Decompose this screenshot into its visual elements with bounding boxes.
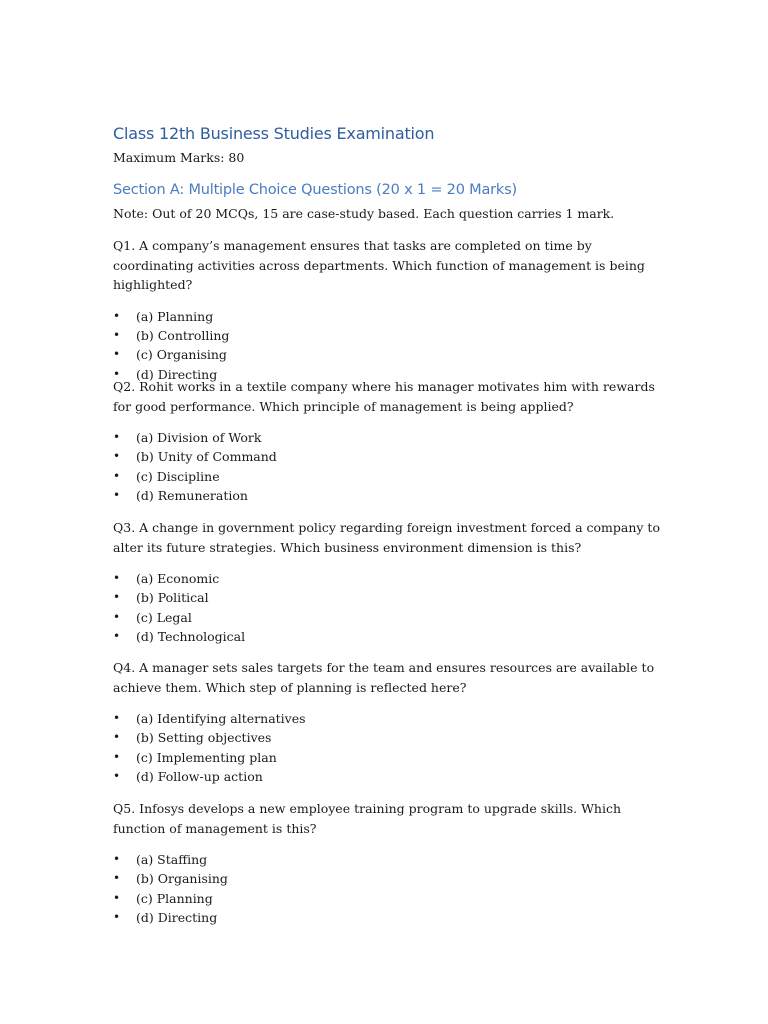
question-3 [113, 518, 673, 647]
bullet-icon: • [113, 366, 121, 381]
question-text: Q1. A company’s management ensures that tasks are completed on time by coordinating activities across departments. Which function of management is being highlighted? [113, 238, 645, 292]
option-item [113, 728, 673, 747]
question-4 [113, 658, 673, 787]
bullet-icon: • [113, 449, 121, 464]
option-label: (a) Division of Work [136, 430, 262, 445]
bullet-icon: • [113, 769, 121, 784]
bullet-icon: • [113, 327, 121, 342]
option-label: (c) Implementing plan [136, 749, 277, 765]
option-label: (b) Controlling [136, 327, 230, 343]
option-list [113, 307, 673, 385]
option-item [113, 569, 673, 588]
bullet-icon: • [113, 590, 121, 605]
question-text: Q4. A manager sets sales targets for the team and ensures resources are available to achieve them. Which step of planning is reflected here? [113, 660, 655, 695]
option-item [113, 889, 673, 908]
bullet-icon: • [113, 468, 121, 483]
bullet-icon: • [113, 749, 121, 764]
option-list [113, 709, 673, 787]
question-2 [113, 377, 673, 506]
option-label: (b) Organising [136, 871, 228, 887]
option-list [113, 428, 673, 506]
section-note: Note: Out of 20 MCQs, 15 are case-study based. Each question carries 1 mark. [113, 206, 615, 221]
option-item [113, 428, 673, 447]
option-label: (c) Legal [136, 609, 192, 625]
option-item [113, 908, 673, 927]
option-item [113, 307, 673, 326]
option-list [113, 569, 673, 647]
question-1 [113, 236, 673, 384]
bullet-icon: • [113, 488, 121, 503]
option-list [113, 850, 673, 928]
section-a-heading: Section A: Multiple Choice Questions (20 x 1 = 20 Marks) [113, 182, 517, 198]
option-item [113, 486, 673, 505]
option-label: (b) Political [136, 590, 209, 606]
option-item [113, 748, 673, 767]
option-item [113, 869, 673, 888]
bullet-icon: • [113, 308, 121, 323]
question-text: Q5. Infosys develops a new employee training program to upgrade skills. Which function of management is this? [113, 801, 622, 836]
bullet-icon: • [113, 571, 121, 585]
option-label: (d) Directing [136, 910, 218, 926]
question-text: Q2. Rohit works in a textile company where his manager motivates him with rewards for good performance. Which principle of management is being applied? [113, 379, 655, 414]
option-item [113, 767, 673, 786]
option-label: (c) Discipline [136, 468, 220, 484]
bullet-icon: • [113, 609, 121, 624]
option-label: (b) Setting objectives [136, 730, 272, 746]
option-item [113, 447, 673, 466]
bullet-icon: • [113, 852, 121, 866]
option-label: (a) Economic [136, 571, 220, 586]
option-item [113, 326, 673, 345]
bullet-icon: • [113, 730, 121, 745]
maximum-marks: Maximum Marks: 80 [113, 150, 245, 165]
option-item [113, 850, 673, 869]
bullet-icon: • [113, 629, 121, 644]
option-item [113, 588, 673, 607]
bullet-icon: • [113, 711, 121, 725]
bullet-icon: • [113, 890, 121, 905]
option-item [113, 467, 673, 486]
option-label: (b) Unity of Command [136, 449, 277, 465]
option-item [113, 709, 673, 728]
option-item [113, 345, 673, 364]
bullet-icon: • [113, 910, 121, 925]
option-item [113, 608, 673, 627]
bullet-icon: • [113, 347, 121, 362]
option-label: (a) Staffing [136, 852, 208, 867]
document-title: Class 12th Business Studies Examination [113, 124, 435, 143]
option-label: (a) Identifying alternatives [136, 711, 306, 726]
option-label: (d) Technological [136, 629, 246, 645]
option-label: (a) Planning [136, 308, 214, 324]
question-5 [113, 799, 673, 928]
option-item [113, 627, 673, 646]
bullet-icon: • [113, 430, 121, 444]
option-label: (d) Directing [136, 366, 218, 382]
bullet-icon: • [113, 871, 121, 886]
option-label: (d) Remuneration [136, 488, 248, 504]
question-text: Q3. A change in government policy regarding foreign investment forced a company to alter its future strategies. Which business environment dimension is this? [113, 520, 660, 555]
option-label: (c) Planning [136, 890, 213, 906]
option-label: (c) Organising [136, 347, 227, 363]
option-label: (d) Follow-up action [136, 769, 263, 785]
